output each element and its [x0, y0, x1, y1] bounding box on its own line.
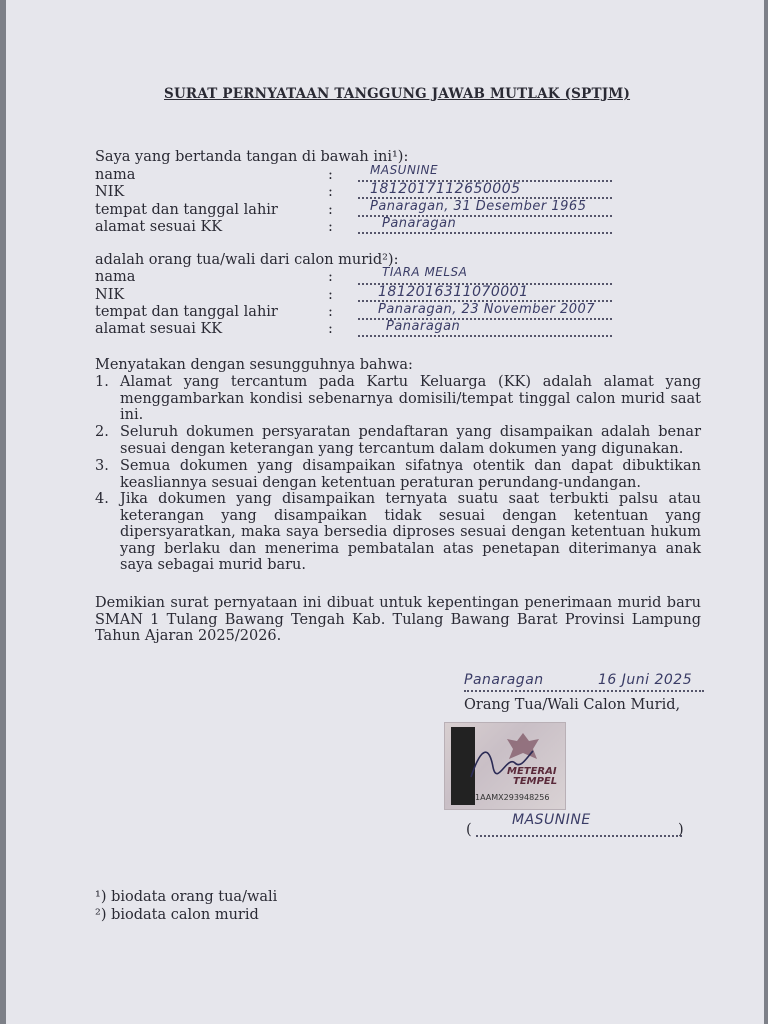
statement-item-2: Seluruh dokumen persyaratan pendaftaran yang disampaikan adalah benar sesuai dengan keterangan yang tercantum dalam dokumen yang digunakan.: [120, 424, 701, 457]
child-ttl-handwritten: Panaragan, 23 November 2007: [378, 302, 596, 317]
colon: :: [328, 202, 333, 218]
parent-label-nik: NIK: [95, 184, 125, 200]
colon: :: [328, 269, 333, 285]
parent-nik-handwritten: 1812017112650005: [370, 181, 521, 197]
footnote-1: ¹) biodata orang tua/wali: [95, 889, 278, 905]
colon: :: [328, 304, 333, 320]
statement-item-1: Alamat yang tercantum pada Kartu Keluarga (KK) adalah alamat yang menggambarkan kondisi sebenarnya domisili/tempat tinggal calon murid saat ini.: [120, 374, 701, 423]
child-label-alamat: alamat sesuai KK: [95, 321, 223, 337]
footnote-2: ²) biodata calon murid: [95, 907, 259, 923]
paren-open: (: [466, 822, 472, 838]
child-alamat-handwritten: Panaragan: [386, 319, 461, 334]
colon: :: [328, 321, 333, 337]
closing-paragraph: Demikian surat pernyataan ini dibuat untuk kepentingan penerimaan murid baru SMAN 1 Tulang Bawang Tengah Kab. Tulang Bawang Barat Provinsi Lampung Tahun Ajaran 2025/2026.: [95, 595, 701, 644]
child-label-nama: nama: [95, 269, 136, 285]
colon: :: [328, 184, 333, 200]
dotted-line: [358, 232, 612, 234]
item-number: 1.: [95, 374, 109, 390]
place-handwritten: Panaragan: [464, 672, 544, 688]
parent-label-nama: nama: [95, 167, 136, 183]
parent-label-alamat: alamat sesuai KK: [95, 219, 223, 235]
parent-alamat-handwritten: Panaragan: [382, 216, 457, 231]
dotted-line: [476, 835, 682, 837]
child-name-handwritten: TIARA MELSA: [382, 265, 468, 279]
item-number: 3.: [95, 458, 109, 474]
signer-role: Orang Tua/Wali Calon Murid,: [464, 697, 681, 713]
colon: :: [328, 219, 333, 235]
paren-close: ): [678, 822, 684, 838]
dotted-line: [464, 690, 704, 692]
document-page: [6, 0, 764, 1024]
child-label-nik: NIK: [95, 287, 125, 303]
item-number: 4.: [95, 491, 109, 507]
document-title: SURAT PERNYATAAN TANGGUNG JAWAB MUTLAK (SPTJM): [164, 86, 631, 102]
signer-name-handwritten: MASUNINE: [512, 812, 591, 828]
intro-text: Saya yang bertanda tangan di bawah ini¹):: [95, 149, 409, 165]
child-intro-text: adalah orang tua/wali dari calon murid²):: [95, 252, 399, 268]
meterai-stamp: [444, 722, 566, 810]
stamp-serial: 1AAMX293948256: [475, 793, 550, 802]
date-handwritten: 16 Juni 2025: [598, 672, 693, 688]
colon: :: [328, 287, 333, 303]
statement-item-3: Semua dokumen yang disampaikan sifatnya otentik dan dapat dibuktikan keasliannya sesuai dengan ketentuan peraturan perundang-undangan.: [120, 458, 701, 491]
dotted-line: [358, 335, 612, 337]
statement-item-4: Jika dokumen yang disampaikan ternyata suatu saat terbukti palsu atau keterangan yang disampaikan tidak sesuai dengan ketentuan yang dipersyaratkan, maka saya bersedia diproses sesuai dengan ketentuan hukum yang berlaku dan menerima pembatalan atas penetapan diterimanya anak saya sebagai murid baru.: [120, 491, 701, 573]
signature-scribble: [467, 737, 537, 797]
parent-label-ttl: tempat dan tanggal lahir: [95, 202, 278, 218]
stamp-label: METERAI TEMPEL: [507, 766, 558, 787]
statement-intro: Menyatakan dengan sesungguhnya bahwa:: [95, 357, 413, 373]
colon: :: [328, 167, 333, 183]
child-nik-handwritten: 1812016311070001: [378, 284, 529, 300]
item-number: 2.: [95, 424, 109, 440]
child-label-ttl: tempat dan tanggal lahir: [95, 304, 278, 320]
parent-ttl-handwritten: Panaragan, 31 Desember 1965: [370, 199, 587, 214]
parent-name-handwritten: MASUNINE: [370, 163, 439, 177]
